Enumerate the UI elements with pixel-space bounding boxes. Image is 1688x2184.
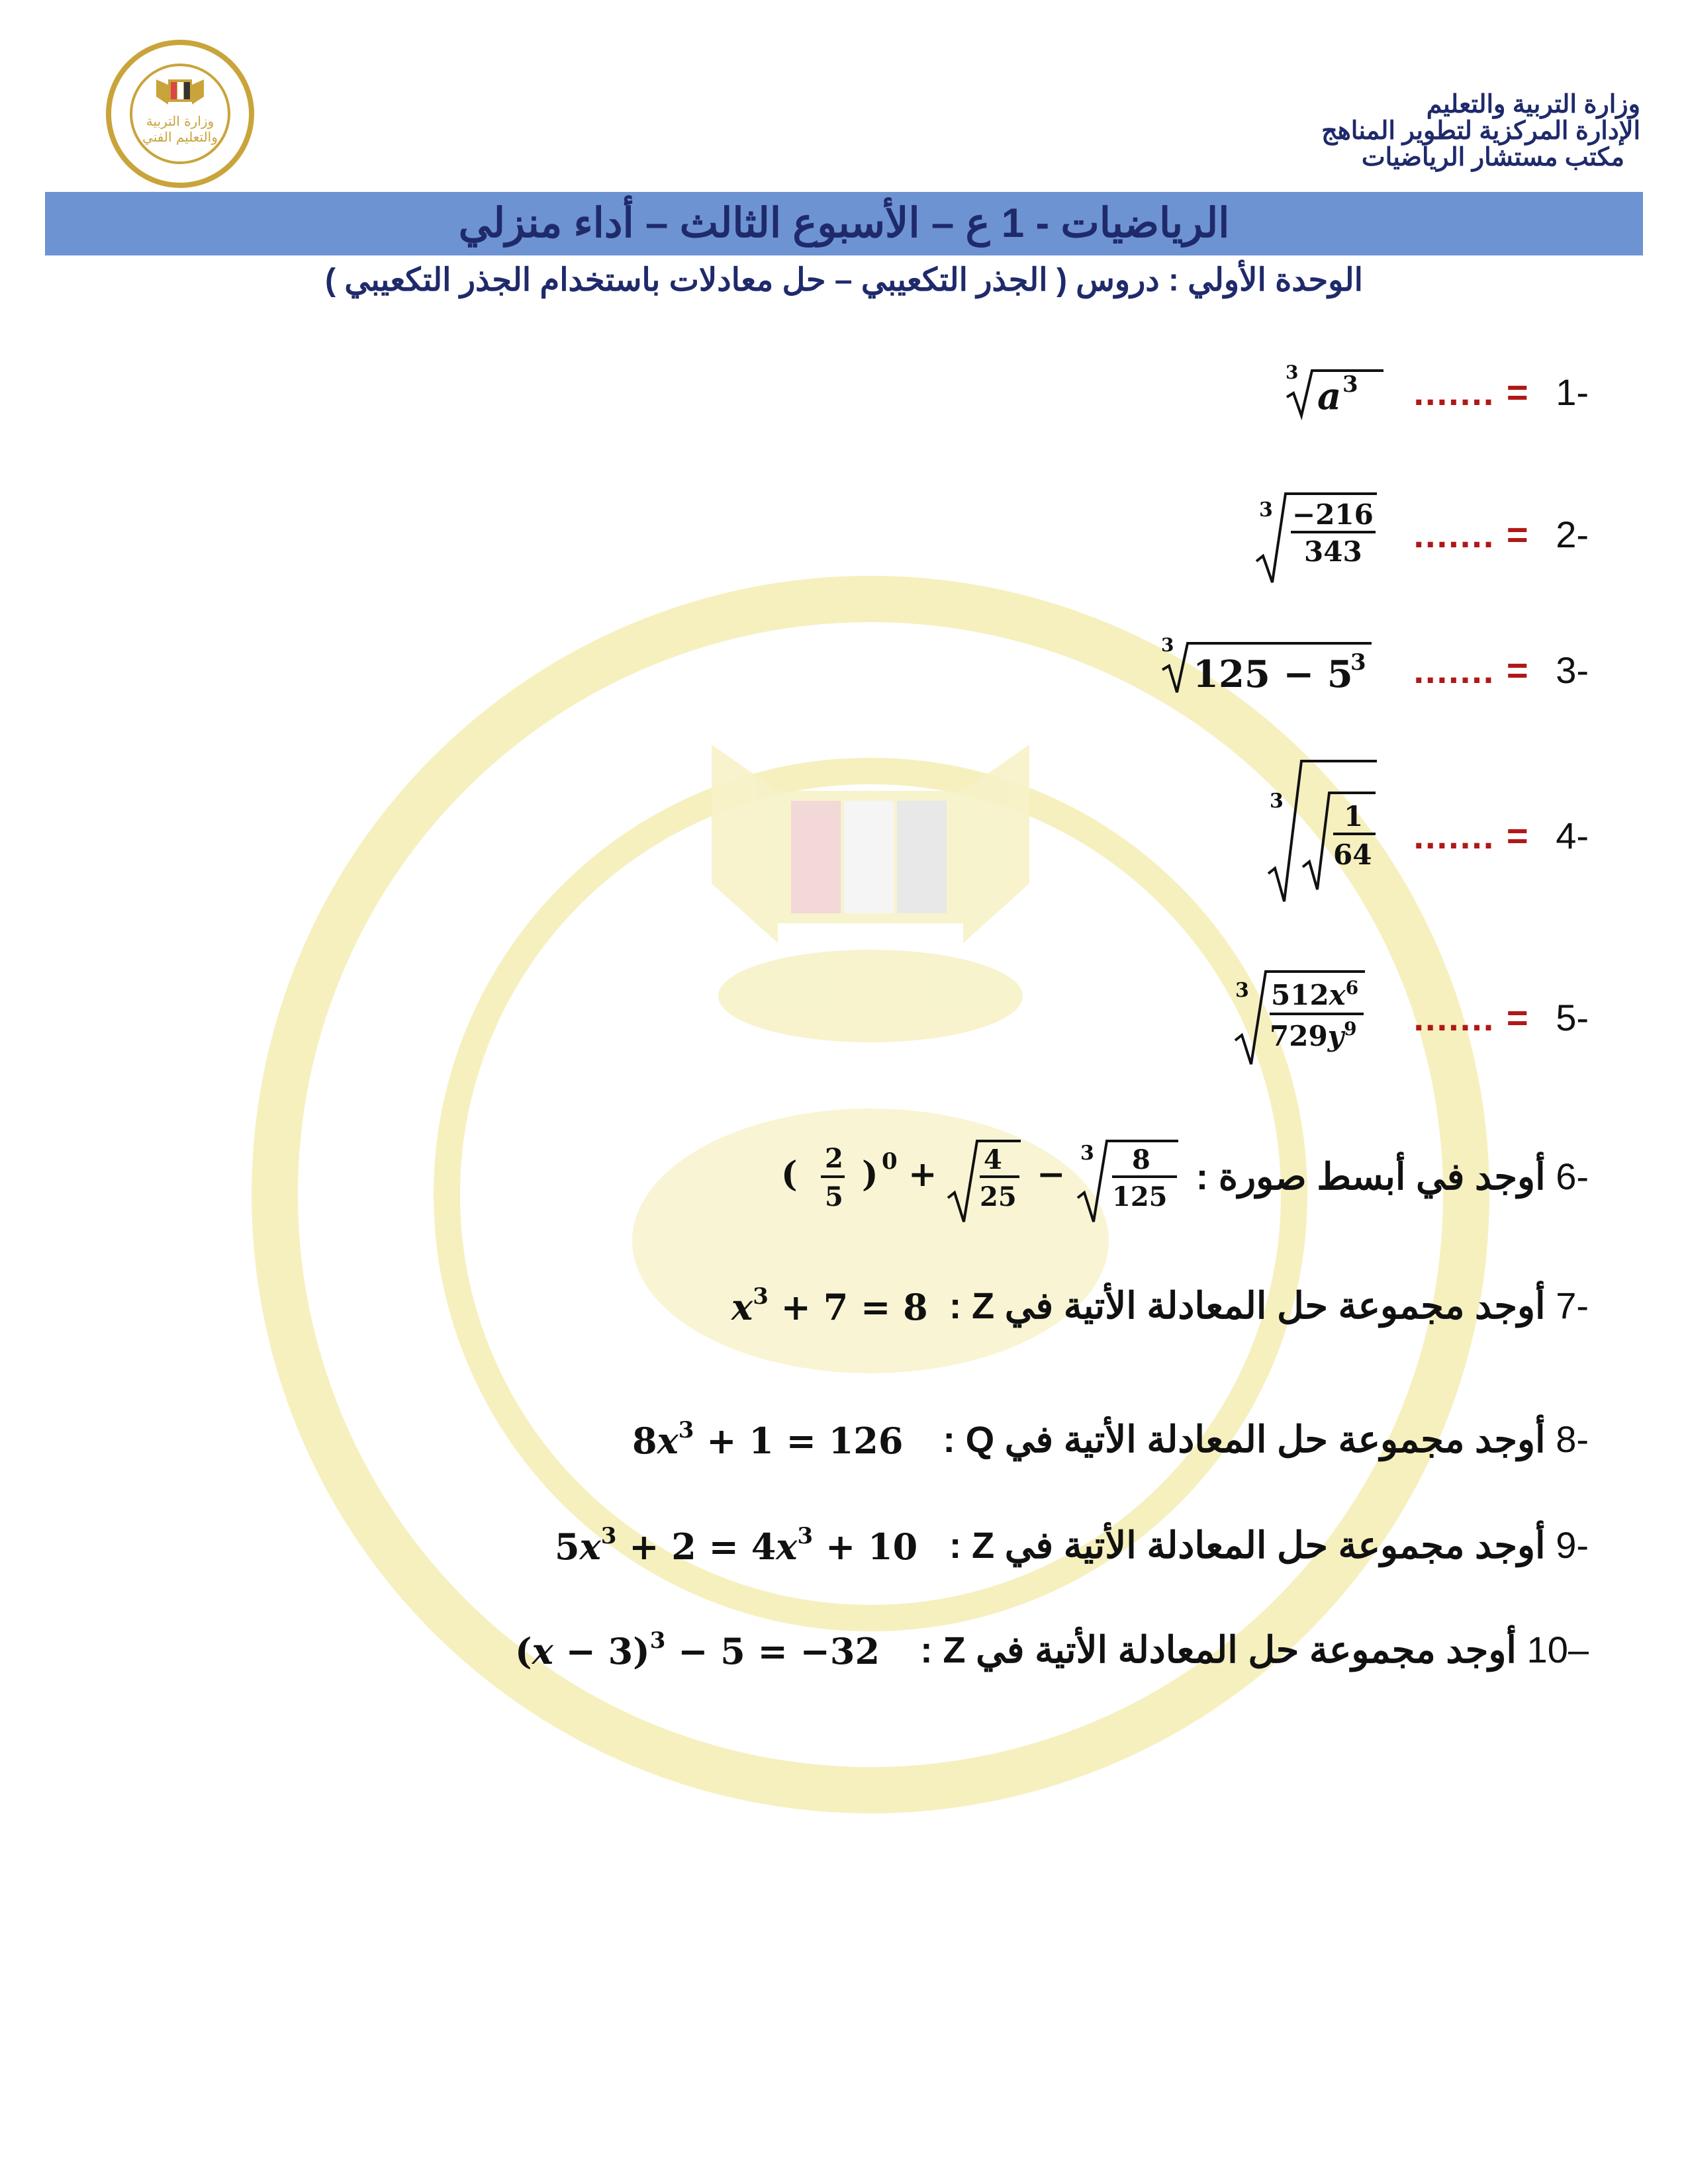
svg-text:−216: −216	[1292, 498, 1374, 531]
answer-dots: = .......	[1413, 514, 1530, 555]
problem-number: -3	[1556, 649, 1589, 691]
svg-text:3: 3	[1235, 979, 1249, 1002]
svg-text:3: 3	[1161, 634, 1174, 656]
svg-text:a: a	[1317, 375, 1342, 418]
svg-text:125: 125	[1112, 1181, 1168, 1212]
svg-text:3: 3	[1342, 371, 1358, 398]
expression-simplify	[781, 1125, 1192, 1231]
svg-text:(x − 3)3 − 5 = −32: $(x - 3)^3 - 5 = -32$	[515, 1627, 880, 1672]
svg-text:+: +	[908, 1154, 937, 1195]
page-subtitle: الوحدة الأولي : دروس ( الجذر التكعيبي – حل معادلات باستخدام الجذر التكعيبي )	[325, 263, 1363, 298]
problem-text: أوجد مجموعة حل المعادلة الأتية في Z :	[949, 1524, 1546, 1566]
ministry-line-2: الإدارة المركزية لتطوير المناهج	[1321, 117, 1640, 145]
problem-text: أوجد في أبسط صورة :	[1196, 1156, 1546, 1197]
problem-1	[1397, 371, 1589, 414]
svg-text:): )	[862, 1154, 878, 1195]
answer-dots: = .......	[1413, 649, 1530, 691]
equation-10	[515, 1623, 932, 1676]
cube-root-sqrt-1-64	[1264, 754, 1383, 907]
svg-text:x3 + 7 = 8: $x^3 + 7 = 8$	[731, 1283, 928, 1328]
svg-text:والتعليم الفني: والتعليم الفني	[142, 129, 218, 145]
problem-7	[949, 1284, 1589, 1328]
svg-text:3: 3	[1286, 361, 1299, 383]
answer-dots: = .......	[1413, 371, 1530, 413]
problem-8	[943, 1418, 1589, 1461]
problem-2	[1397, 513, 1589, 556]
svg-text:8x3 + 1 = 126: $8x^3 + 1 = 126$	[632, 1417, 904, 1462]
ministry-logo	[105, 38, 256, 189]
cube-root-125-minus-5-cubed	[1160, 635, 1378, 702]
problem-number: -9	[1556, 1524, 1589, 1566]
cube-root-a3	[1284, 363, 1390, 422]
problem-number: -2	[1556, 514, 1589, 555]
cube-root-fraction-216-343	[1251, 490, 1383, 589]
svg-text:−: −	[1037, 1154, 1066, 1195]
problem-text: أوجد مجموعة حل المعادلة الأتية في Z :	[920, 1629, 1517, 1670]
problem-number: -5	[1556, 997, 1589, 1038]
svg-text:3: 3	[1080, 1142, 1094, 1165]
svg-text:512x6: $512x^6$	[1271, 977, 1359, 1011]
svg-text:0: 0	[882, 1148, 898, 1175]
svg-text:3: 3	[1259, 498, 1273, 522]
svg-text:8: 8	[1132, 1144, 1150, 1175]
equation-9	[555, 1518, 965, 1571]
answer-dots: = .......	[1413, 997, 1530, 1038]
ministry-line-1: وزارة التربية والتعليم	[1426, 91, 1640, 118]
problem-number: –10	[1526, 1629, 1589, 1670]
svg-text:343: 343	[1304, 535, 1362, 568]
svg-text:5: 5	[825, 1181, 843, 1212]
svg-text:وزارة التربية: وزارة التربية	[146, 113, 214, 129]
svg-text:3: 3	[1270, 790, 1284, 813]
svg-text:64: 64	[1333, 839, 1372, 871]
problem-number: -4	[1556, 815, 1589, 856]
svg-text:3: 3	[1350, 649, 1366, 676]
svg-text:2: 2	[825, 1143, 843, 1174]
cube-root-fraction-512x6-729y9	[1233, 966, 1372, 1072]
svg-text:729y9: $729y^9$	[1270, 1018, 1357, 1052]
svg-text:125 − 5: 125 − 5	[1193, 653, 1353, 696]
problem-10	[920, 1628, 1589, 1672]
problem-4	[1397, 814, 1589, 857]
problem-number: -6	[1556, 1156, 1589, 1197]
answer-dots: = .......	[1413, 815, 1530, 856]
page-title: الرياضيات - 1 ع – الأسبوع الثالث – أداء منزلي	[458, 201, 1230, 246]
problem-6	[1196, 1155, 1589, 1199]
problem-5	[1397, 996, 1589, 1039]
ministry-header	[1321, 91, 1640, 171]
problem-number: -8	[1556, 1418, 1589, 1460]
problem-number: -1	[1556, 371, 1589, 413]
svg-text:25: 25	[980, 1181, 1017, 1212]
ministry-line-3: مكتب مستشار الرياضيات	[1361, 144, 1624, 171]
problem-text: أوجد مجموعة حل المعادلة الأتية في Z :	[949, 1285, 1546, 1326]
problem-text: أوجد مجموعة حل المعادلة الأتية في Q :	[943, 1418, 1546, 1460]
svg-text:1: 1	[1344, 800, 1364, 833]
problem-3	[1397, 649, 1589, 692]
svg-text:(: (	[781, 1154, 798, 1195]
equation-7	[731, 1279, 950, 1332]
problem-9	[949, 1524, 1589, 1567]
problem-number: -7	[1556, 1285, 1589, 1326]
svg-text:4: 4	[984, 1144, 1002, 1175]
svg-text:5x3 + 2 = 4x3 + 10: $5x^3 + 2 = 4x^3 + 10$	[555, 1523, 918, 1568]
equation-8	[632, 1412, 950, 1465]
